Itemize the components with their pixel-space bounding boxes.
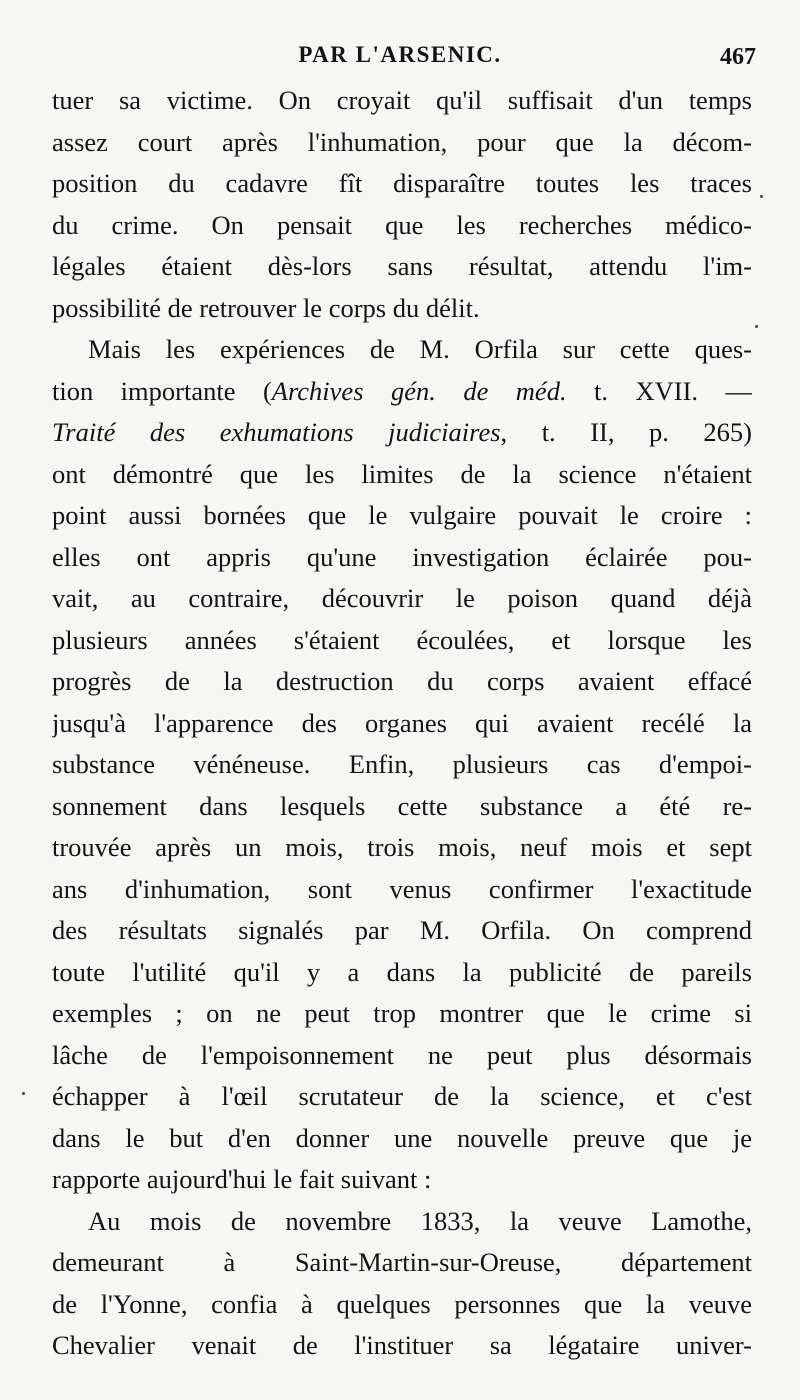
body-text xyxy=(52,80,752,1380)
text-line: trouvée après un mois, trois mois, neuf mois et sept xyxy=(52,832,752,862)
text-line: position du cadavre fît disparaître toutes les traces xyxy=(52,168,752,198)
ink-speck xyxy=(760,195,763,198)
running-head xyxy=(0,38,800,78)
text-line: ont démontré que les limites de la science n'étaient xyxy=(52,458,752,489)
text-line: substance vénéneuse. Enfin, plusieurs cas d'empoi- xyxy=(52,749,752,779)
text-line: jusqu'à l'apparence des organes qui avaient recélé la xyxy=(52,707,752,738)
text-line: Au mois de novembre 1833, la veuve Lamothe, xyxy=(88,1205,752,1236)
ink-speck xyxy=(22,1092,25,1095)
text-line: dans le but d'en donner une nouvelle preuve que je xyxy=(52,1122,752,1153)
text-line: des résultats signalés par M. Orfila. On comprend xyxy=(52,915,752,945)
text-line: toute l'utilité qu'il y a dans la publicité de pareils xyxy=(52,956,752,987)
text-line: tion importante (Archives gén. de méd. t. XVII. — xyxy=(52,375,752,406)
text-line: Traité des exhumations judiciaires, t. II, p. 265) xyxy=(52,417,752,447)
citation-italic: Traité des exhumations judiciaires xyxy=(52,417,501,447)
text-line: elles ont appris qu'une investigation éclairée pou- xyxy=(52,541,752,572)
text-line: plusieurs années s'étaient écoulées, et lorsque les xyxy=(52,624,752,655)
text-line: échapper à l'œil scrutateur de la science, et c'est xyxy=(52,1081,752,1111)
text-line: exemples ; on ne peut trop montrer que le crime si xyxy=(52,998,752,1028)
text-line: de l'Yonne, confia à quelques personnes que la veuve xyxy=(52,1288,752,1319)
text-line: Chevalier venait de l'instituer sa légataire univer- xyxy=(52,1330,752,1360)
text-line: tuer sa victime. On croyait qu'il suffisait d'un temps xyxy=(52,85,752,115)
text-line: point aussi bornées que le vulgaire pouvait le croire : xyxy=(52,500,752,530)
text-line: vait, au contraire, découvrir le poison quand déjà xyxy=(52,583,752,613)
citation-italic: Archives gén. de méd. xyxy=(271,375,567,406)
text-line: ans d'inhumation, sont venus confirmer l'exactitude xyxy=(52,873,752,904)
text-line: possibilité de retrouver le corps du délit. xyxy=(52,292,480,323)
text-line: assez court après l'inhumation, pour que la décom- xyxy=(52,126,752,157)
text-line: légales étaient dès-lors sans résultat, attendu l'im- xyxy=(52,251,752,281)
running-title: PAR L'ARSENIC. xyxy=(298,42,502,67)
text-line: lâche de l'empoisonnement ne peut plus désormais xyxy=(52,1039,752,1070)
page-number: 467 xyxy=(720,44,756,70)
text-line: progrès de la destruction du corps avaient effacé xyxy=(52,666,752,696)
ink-speck xyxy=(755,325,758,328)
text-line: Mais les expériences de M. Orfila sur cette ques- xyxy=(88,334,752,364)
text-line: sonnement dans lesquels cette substance a été re- xyxy=(52,790,752,821)
text-line: demeurant à Saint-Martin-sur-Oreuse, département xyxy=(52,1247,752,1277)
text-line: rapporte aujourd'hui le fait suivant : xyxy=(52,1164,432,1194)
text-line: du crime. On pensait que les recherches médico- xyxy=(52,209,752,240)
